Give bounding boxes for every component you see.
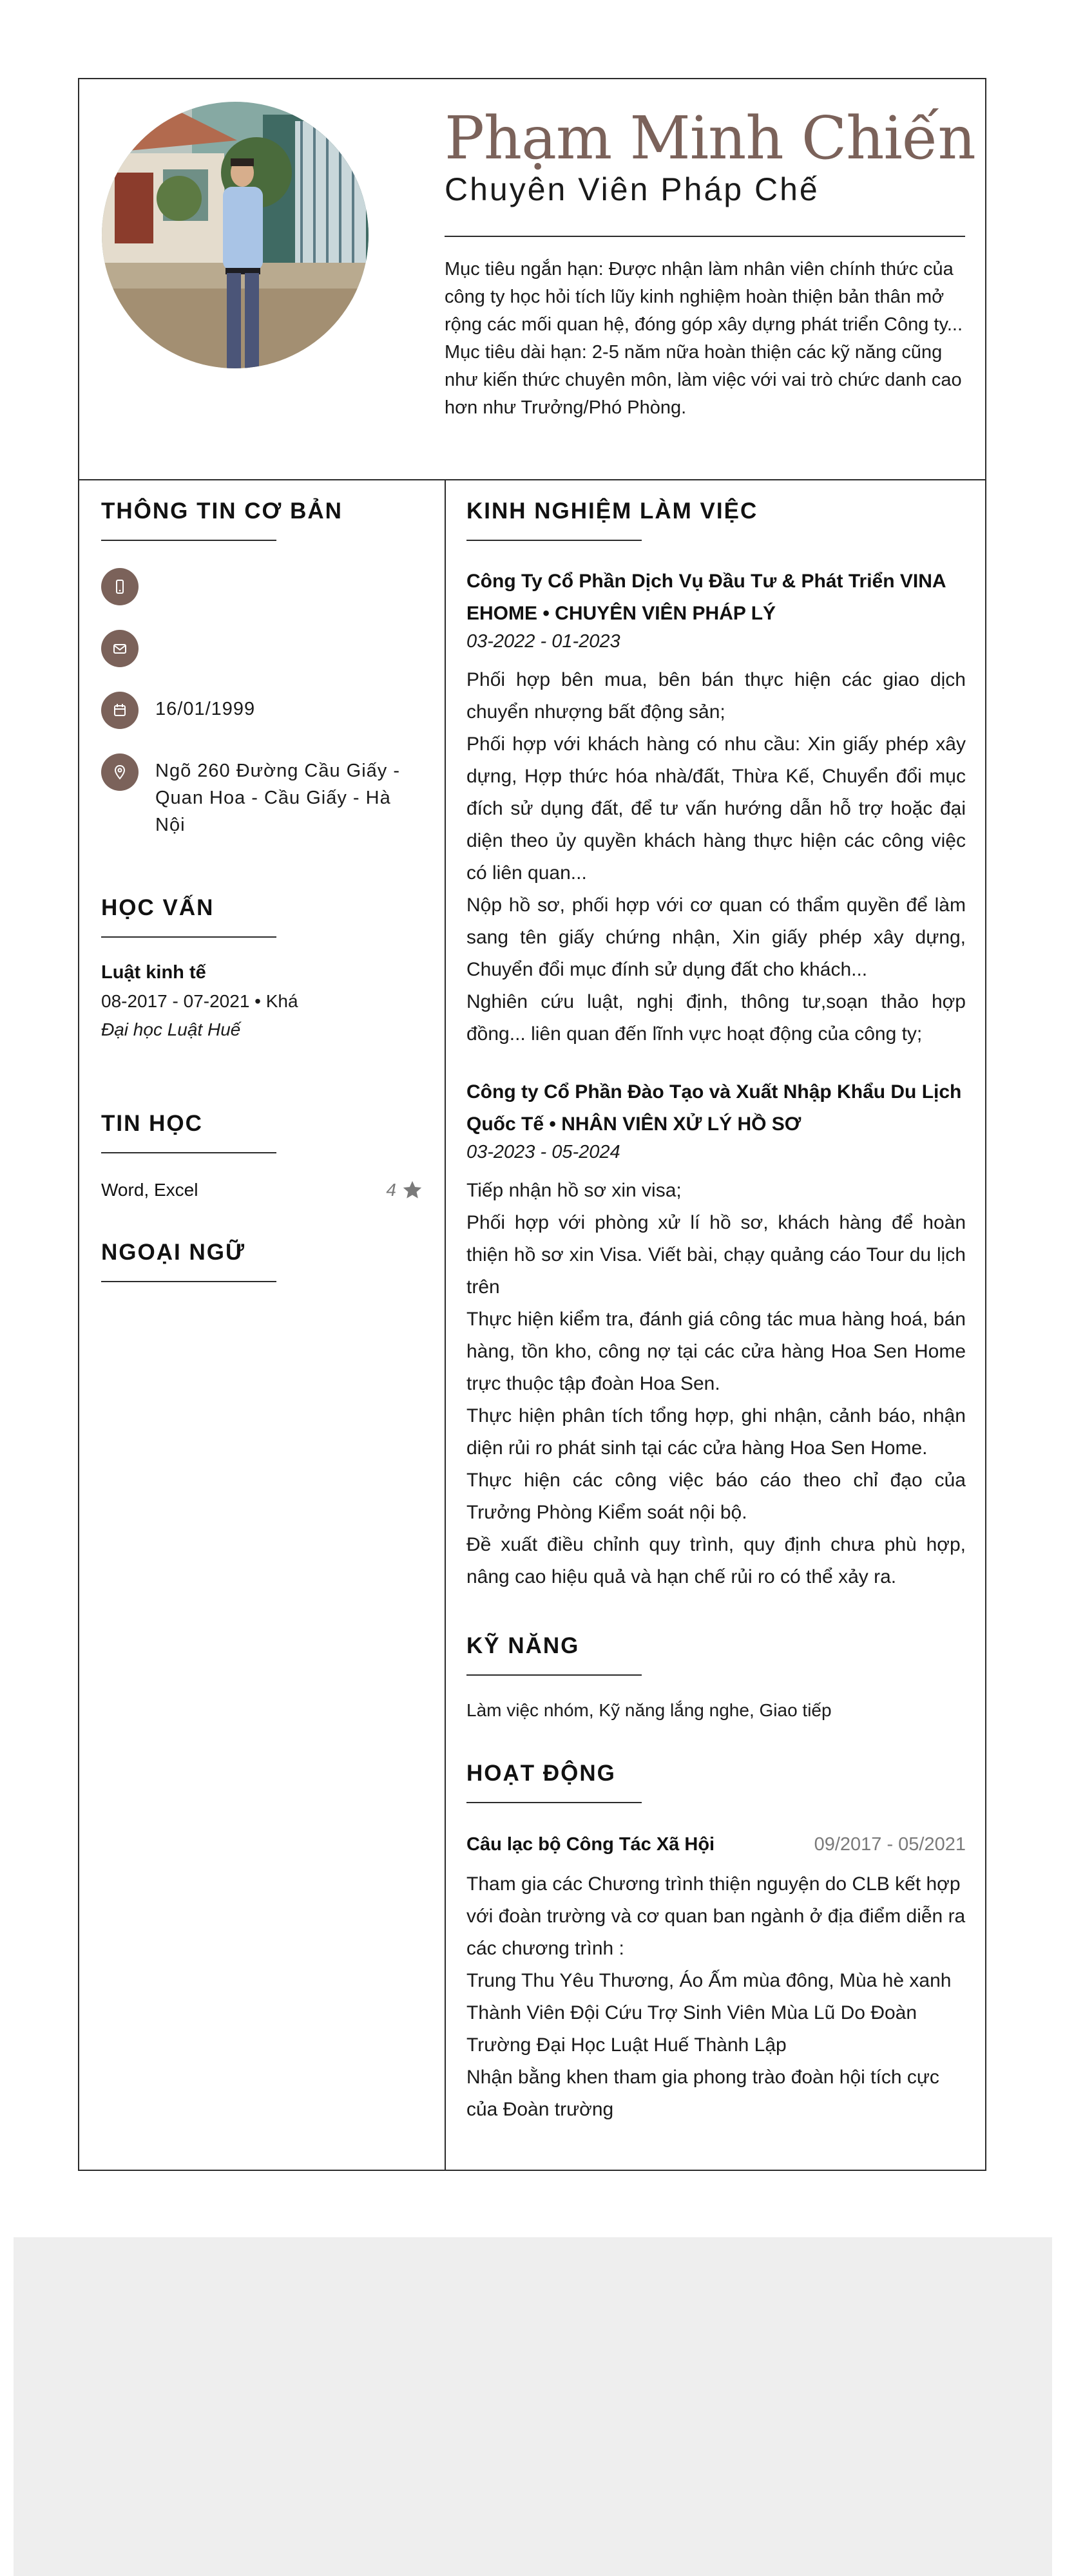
basic-info-title: THÔNG TIN CƠ BẢN	[101, 498, 343, 524]
right-column	[466, 479, 966, 2126]
contact-address	[101, 753, 423, 838]
skills-section	[466, 1633, 966, 1721]
education-major: Luật kinh tế	[101, 962, 206, 983]
activities-title: HOẠT ĐỘNG	[466, 1761, 616, 1786]
activity-header	[466, 1834, 966, 1855]
skill-rating	[386, 1179, 423, 1201]
job-duties	[466, 664, 966, 1050]
activities-section	[466, 1761, 966, 2126]
birthday-text: 16/01/1999	[155, 699, 256, 719]
job-entry	[466, 1076, 966, 1593]
job-period: 03-2023 - 05-2024	[466, 1142, 620, 1162]
activity-org: Câu lạc bộ Công Tác Xã Hội	[466, 1834, 715, 1855]
activity-period: 09/2017 - 05/2021	[814, 1834, 966, 1855]
cv-header	[79, 79, 985, 479]
skill-rating-value: 4	[386, 1180, 396, 1200]
job-company: Công ty Cổ Phần Đào Tạo và Xuất Nhập Khẩu Du Lịch Quốc Tế • NHÂN VIÊN XỬ LÝ HỒ SƠ	[466, 1081, 962, 1135]
phone-icon	[101, 568, 139, 605]
header-divider	[445, 236, 965, 237]
star-icon	[401, 1179, 423, 1201]
job-duty: Thực hiện các công việc báo cáo theo chỉ đạo của Trưởng Phòng Kiểm soát nội bộ.	[466, 1470, 966, 1523]
skills-list: Làm việc nhóm, Kỹ năng lắng nghe, Giao tiếp	[466, 1700, 832, 1720]
activity-line: Thành Viên Đội Cứu Trợ Sinh Viên Mùa Lũ Do Đoàn Trường Đại Học Luật Huế Thành Lập	[466, 2002, 917, 2056]
job-duty: Phối hợp với khách hàng có nhu cầu: Xin giấy phép xây dựng, Hợp thức hóa nhà/đất, Thừa Kế, Chuyển đổi mục đích sử dụng đất, để tư vấn hướng dẫn hỗ trợ hoặc đại diện theo ủy quyền khách hàng thực hiện các công việc có liên quan...	[466, 734, 966, 884]
objective-long-term: Mục tiêu dài hạn: 2-5 năm nữa hoàn thiện các kỹ năng cũng như kiến thức chuyên môn, làm việc với vai trò chức danh cao hơn như Trưởng/Phó Phòng.	[445, 342, 962, 418]
section-rule	[101, 540, 276, 541]
languages-title: NGOẠI NGỮ	[101, 1240, 245, 1265]
section-rule	[466, 540, 642, 541]
contact-birthday	[101, 692, 423, 729]
job-company: Công Ty Cổ Phần Dịch Vụ Đầu Tư & Phát Triển VINA EHOME • CHUYÊN VIÊN PHÁP LÝ	[466, 571, 946, 624]
job-duty: Nộp hồ sơ, phối hợp với cơ quan có thẩm quyền để làm sang tên giấy chứng nhận, Xin giấy phép xây dựng, Chuyển đổi mục đính sử dụng đất cho khách...	[466, 895, 966, 980]
activity-description	[466, 1868, 966, 2126]
address-text: Ngõ 260 Đường Cầu Giấy - Quan Hoa - Cầu Giấy - Hà Nội	[155, 761, 400, 835]
experience-section	[466, 498, 966, 1593]
experience-title: KINH NGHIỆM LÀM VIỆC	[466, 498, 758, 524]
education-title: HỌC VẤN	[101, 895, 215, 920]
candidate-name: Phạm Minh Chiến	[445, 104, 975, 173]
mail-icon	[101, 630, 139, 667]
activity-line: Tham gia các Chương trình thiện nguyện do CLB kết hợp với đoàn trường và cơ quan ban ngành ở địa điểm diễn ra các chương trình :	[466, 1873, 966, 1959]
computer-skill-row	[101, 1179, 423, 1201]
section-rule	[101, 1281, 276, 1282]
location-pin-icon	[101, 753, 139, 791]
section-rule	[466, 1674, 642, 1676]
left-column	[101, 479, 423, 1282]
column-divider	[445, 479, 446, 2171]
job-duty: Tiếp nhận hồ sơ xin visa;	[466, 1180, 682, 1201]
job-entry	[466, 565, 966, 1050]
computer-title: TIN HỌC	[101, 1111, 203, 1136]
job-duty: Phối hợp với phòng xử lí hồ sơ, khách hàng để hoàn thiện hồ sơ xin Visa. Viết bài, chạy quảng cáo Tour du lịch trên	[466, 1212, 966, 1298]
candidate-role: Chuyên Viên Pháp Chế	[445, 171, 820, 207]
page-background-band	[14, 2237, 1052, 2576]
basic-info-section	[101, 498, 423, 838]
section-rule	[466, 1802, 642, 1803]
cv-document	[78, 78, 986, 2171]
career-objective	[445, 256, 965, 422]
objective-short-term: Mục tiêu ngắn hạn: Được nhận làm nhân viên chính thức của công ty học hỏi tích lũy kinh nghiệm hoàn thiện bản thân mở rộng các mối quan hệ, đóng góp xây dựng phát triển Công ty...	[445, 259, 963, 335]
section-rule	[101, 1152, 276, 1153]
section-rule	[101, 936, 276, 938]
skills-title: KỸ NĂNG	[466, 1633, 580, 1658]
languages-section	[101, 1240, 423, 1282]
calendar-icon	[101, 692, 139, 729]
education-section	[101, 895, 423, 1040]
job-duty: Thực hiện phân tích tổng hợp, ghi nhận, cảnh báo, nhận diện rủi ro phát sinh tại các cửa hàng Hoa Sen Home.	[466, 1405, 966, 1459]
computer-section	[101, 1111, 423, 1201]
job-duty: Nghiên cứu luật, nghị định, thông tư,soạn thảo hợp đồng... liên quan đến lĩnh vực hoạt động của công ty;	[466, 991, 966, 1045]
computer-skill-name: Word, Excel	[101, 1180, 198, 1200]
activity-line: Trung Thu Yêu Thương, Áo Ấm mùa đông, Mùa hè xanh	[466, 1970, 952, 1991]
activity-line: Nhận bằng khen tham gia phong trào đoàn hội tích cực của Đoàn trường	[466, 2067, 939, 2120]
job-duty: Phối hợp bên mua, bên bán thực hiện các giao dịch chuyển nhượng bất động sản;	[466, 669, 966, 723]
profile-photo	[102, 102, 369, 368]
education-period-grade: 08-2017 - 07-2021 • Khá	[101, 991, 298, 1011]
job-duty: Thực hiện kiểm tra, đánh giá công tác mua hàng hoá, bán hàng, tồn kho, công nợ tại các cửa hàng Hoa Sen Home trực thuộc tập đoàn Hoa Sen.	[466, 1309, 966, 1394]
contact-phone	[101, 568, 423, 605]
job-period: 03-2022 - 01-2023	[466, 631, 620, 652]
contact-email	[101, 630, 423, 667]
education-school: Đại học Luật Huế	[101, 1019, 241, 1039]
job-duty: Đề xuất điều chỉnh quy trình, quy định chưa phù hợp, nâng cao hiệu quả và hạn chế rủi ro có thể xảy ra.	[466, 1534, 966, 1587]
job-duties	[466, 1175, 966, 1593]
